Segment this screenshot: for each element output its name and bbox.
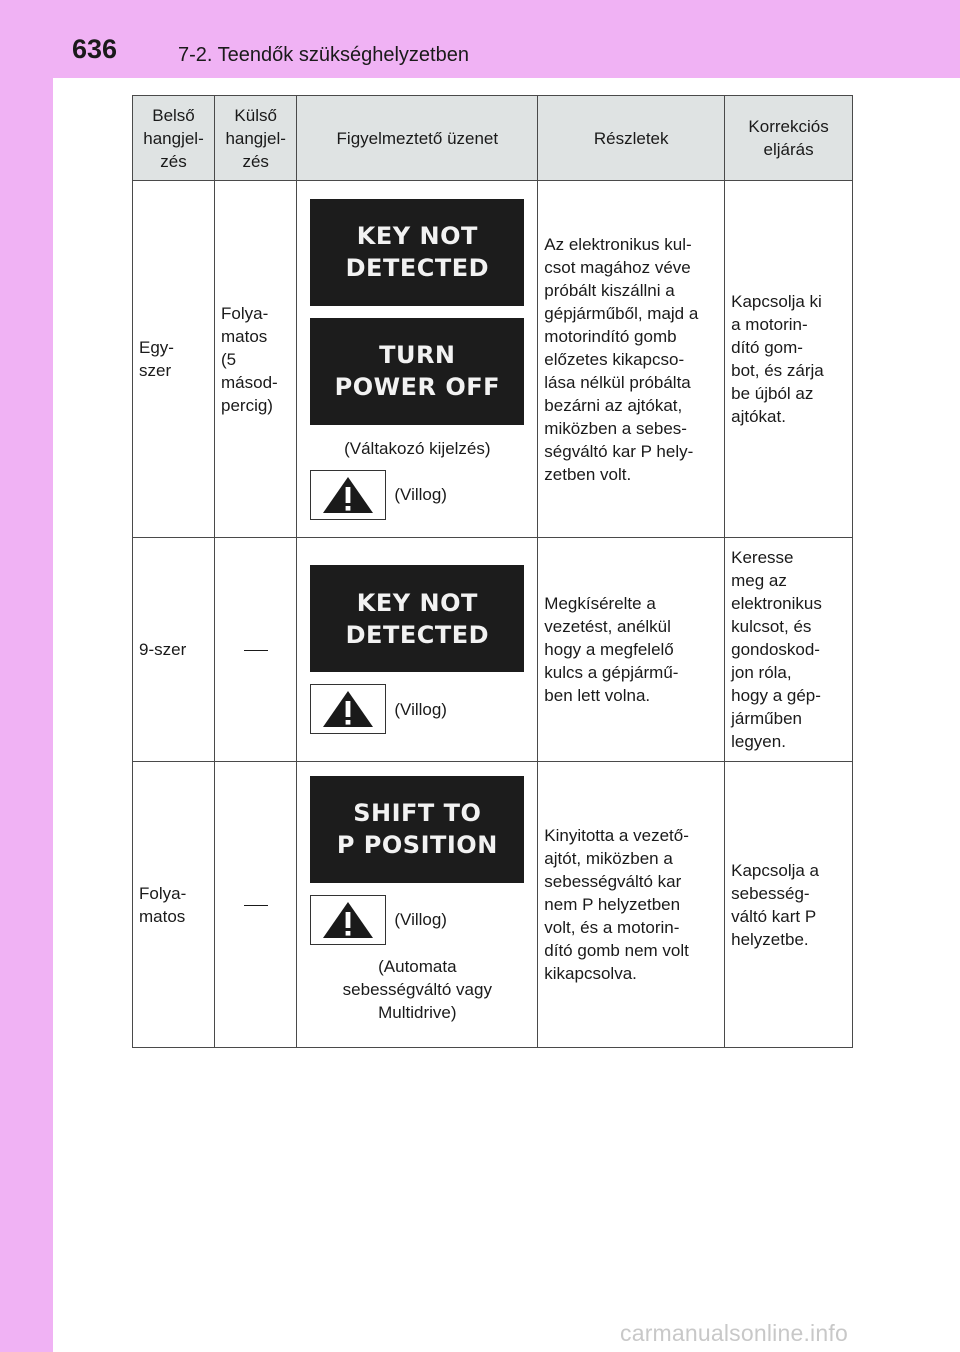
- display-screen: SHIFT TO P POSITION: [310, 776, 524, 883]
- header-color-band: [0, 0, 960, 78]
- blink-label: (Villog): [394, 485, 447, 504]
- warning-indicator: [310, 684, 525, 734]
- internal-sound-cell: Folya- matos: [133, 762, 215, 1048]
- column-header-external: Külső hangjel- zés: [215, 96, 297, 181]
- column-header-message: Figyelmeztető üzenet: [297, 96, 538, 181]
- display-screen: KEY NOT DETECTED: [310, 199, 524, 306]
- dash-mark: [244, 905, 268, 906]
- section-title: 7-2. Teendők szükséghelyzetben: [178, 44, 469, 66]
- warning-triangle-icon: [310, 684, 386, 734]
- details-cell: Megkísérelte a vezetést, anélkül hogy a megfelelő kulcs a gépjármű- ben lett volna.: [538, 538, 725, 762]
- display-screen: KEY NOT DETECTED: [310, 565, 524, 672]
- external-sound-cell: Folya- matos (5 másod- percig): [215, 181, 297, 538]
- details-cell: Kinyitotta a vezető- ajtót, miközben a sebességváltó kar nem P helyzetben volt, és a motorin- dító gomb nem volt kikapcsolva.: [538, 762, 725, 1048]
- internal-sound-cell: 9-szer: [133, 538, 215, 762]
- table-row: [133, 538, 853, 762]
- correction-cell: Kapcsolja a sebesség- váltó kart P helyzetbe.: [725, 762, 853, 1048]
- table-row: [133, 181, 853, 538]
- warning-indicator: [310, 470, 525, 520]
- alternating-caption: (Váltakozó kijelzés): [344, 438, 491, 458]
- external-sound-cell: [215, 762, 297, 1048]
- warning-message-cell: [297, 181, 538, 538]
- display-screen: TURN POWER OFF: [310, 318, 524, 425]
- warning-triangle-icon: [310, 895, 386, 945]
- blink-label: (Villog): [394, 910, 447, 929]
- table-header-row: [133, 96, 853, 181]
- warning-triangle-icon: [310, 470, 386, 520]
- side-color-band: [0, 0, 53, 1352]
- column-header-correction: Korrekciós eljárás: [725, 96, 853, 181]
- page-number: 636: [72, 34, 118, 64]
- warning-message-cell: [297, 762, 538, 1048]
- warning-table: [132, 95, 853, 1048]
- column-header-internal: Belső hangjel- zés: [133, 96, 215, 181]
- blink-label: (Villog): [394, 699, 447, 719]
- transmission-note: (Automata sebességváltó vagy Multidrive): [342, 956, 492, 1022]
- details-cell: Az elektronikus kul- csot magához véve próbált kiszállni a gépjárműből, majd a motorindító gomb előzetes kikapcso- lása nélkül próbálta bezárni az ajtókat, miközben a sebes- ségváltó kar P hely- zetben volt.: [538, 181, 725, 538]
- warning-indicator: [310, 895, 525, 945]
- watermark: carmanualsonline.info: [620, 1320, 848, 1346]
- internal-sound-cell: Egy- szer: [133, 181, 215, 538]
- warning-message-cell: [297, 538, 538, 762]
- external-sound-cell: [215, 538, 297, 762]
- dash-mark: [244, 650, 268, 651]
- table-row: [133, 762, 853, 1048]
- correction-cell: Kapcsolja ki a motorin- dító gom- bot, és zárja be újból az ajtókat.: [725, 181, 853, 538]
- column-header-details: Részletek: [538, 96, 725, 181]
- correction-cell: Keresse meg az elektronikus kulcsot, és gondoskod- jon róla, hogy a gép- járműben legyen.: [725, 538, 853, 762]
